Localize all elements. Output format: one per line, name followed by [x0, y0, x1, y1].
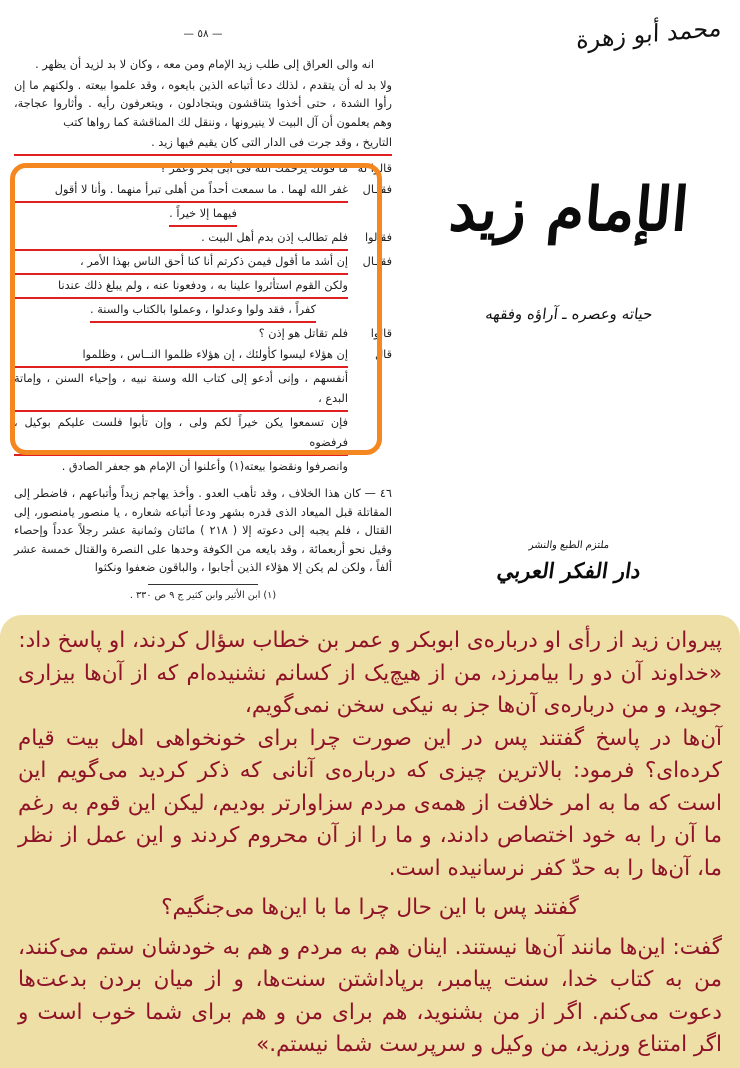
persian-paragraph: «خداوند آن دو را بیامرزد، من از هیچ‌یک از کسانم نشنیده‌ام که از آن‌ها بیزاری جوید، و من درباره‌ی آن‌ها جز به نیکی سخن نمی‌گویم،: [18, 660, 722, 718]
highlighted-dialogue: [14, 159, 392, 477]
dialogue-line: [14, 324, 392, 344]
footnote-divider: [148, 584, 258, 585]
dialogue-body-underlined: ولكن القوم استأثروا علينا به ، ودفعونا عنه ، ولم يبلغ ذلك عندنا: [14, 276, 348, 299]
dialogue-speaker: قال: [374, 347, 392, 361]
dialogue-line: [14, 345, 392, 368]
dialogue-body-underlined: كفراً ، فقد ولوا وعدلوا ، وعملوا بالكتاب والسنة .: [90, 300, 316, 323]
persian-paragraph-question: گفتند پس با این حال چرا ما با این‌ها می‌جنگیم؟: [161, 895, 579, 920]
persian-paragraph: آن‌ها در پاسخ گفتند پس در این صورت چرا برای خونخواهی اهل بیت قیام کرده‌ای؟ فرمود: بالاترین چیزی که درباره‌ی آنانی که ذکر کردید می‌گویم این است که ما به امر خلافت از همه‌ی مردم سزاوارتر بودیم، لیکن این قوم به رغم ما آن را به خود اختصاص دادند، و ما را از آن محروم کردند و این عمل از نظر ما، آن‌ها را به حدّ کفر نرسانیده است.: [18, 725, 722, 881]
footnote: (١) ابن الأثير وابن كثير ج ٩ ص ٣٣٠ .: [129, 589, 277, 601]
dialogue-line: [14, 159, 392, 179]
dialogue-body-underlined: غفر الله لهما . ما سمعت أحداً من أهلى تبرأ منهما . وأنا لا أقول: [14, 180, 348, 203]
dialogue-line: [14, 300, 392, 323]
dialogue-line: [14, 413, 392, 456]
body-paragraph-after-box: ٤٦ — كان هذا الخلاف ، وقد تأهب العدو . وأخذ يهاجم زيداً وأتباعهم ، فاضطر إلى المقاتلة قبل الميعاد الذى قدره بشهر ودعا أتباعه شعاره ، يا منصور يامنصور، إلى القتال ، فلم يجبه إلى دعوته إلا ( ٢١٨ ) مائتان وثمانية عشر رجلاً عدداً وإحصاء وقيل نحو أربعمائة ، وقد بايعه من الكوفة وحدها على النصرة والقتال خمسة عشر ألفاً ، ولكن لم يكن إلا هؤلاء الذين أجابوا ، والباقون ضعفوا ونكثوا: [14, 486, 392, 575]
spacer: [18, 885, 722, 892]
dialogue-line: [14, 369, 392, 412]
book-title: الإمام زيد: [446, 175, 692, 245]
dialogue-body-underlined: فلم تطالب إذن بدم أهل البيت .: [14, 228, 348, 251]
page-number: — ٥٨ —: [183, 28, 223, 40]
persian-translation-panel: [0, 615, 740, 1068]
persian-paragraph: پیروان زید از رأی او درباره‌ی ابوبکر و عمر بن خطاب سؤال کردند، او پاسخ داد:: [18, 628, 722, 653]
publisher-note: ملتزم الطبع والنشر: [528, 540, 610, 551]
dialogue-body: فلم تقاتل هو إذن ؟: [258, 326, 348, 340]
dialogue-body-underlined: فإن تسمعوا يكن خيراً لكم ولى ، وإن تأبوا فلست عليكم بوكيل ، فرفضوه: [14, 413, 348, 456]
dialogue-body: ما قولك يرحمك الله فى أبى بكر وعمر ؟: [159, 161, 348, 175]
dialogue-line: [14, 180, 392, 203]
book-text-column: [14, 28, 392, 608]
author-name-calligraphy: محمد أبو زهرة: [576, 13, 722, 55]
body-paragraph: انه والى العراق إلى طلب زيد الإمام ومن معه ، وكان لا بد لزيد أن يظهر .: [35, 58, 374, 71]
dialogue-body: وانصرفوا ونقضوا بيعته(١) وأعلنوا أن الإمام هو جعفر الصادق .: [61, 459, 348, 473]
body-paragraph-underlined: التاريخ ، وقد جرت فى الدار التى كان يقيم فيها زيد .: [14, 134, 392, 156]
dialogue-body-underlined: أنفسهم ، وإنى أدعو إلى كتاب الله وسنة نبيه ، وإحياء السنن ، وإماتة البدع ،: [14, 369, 348, 412]
dialogue-line: [14, 228, 392, 251]
dialogue-line: [14, 276, 392, 299]
dialogue-speaker: فقــال: [362, 254, 392, 268]
dialogue-body-underlined: إن أشد ما أقول فيمن ذكرتم أنا كنا أحق الناس بهذا الأمر ،: [14, 252, 348, 275]
dialogue-speaker: فقالوا: [365, 230, 392, 244]
dialogue-body-underlined: إن هؤلاء ليسوا كأولئك ، إن هؤلاء ظلموا النــاس ، وظلموا: [14, 345, 348, 368]
dialogue-line: [14, 204, 392, 227]
body-paragraph: ولا بد له أن يتقدم ، لذلك دعا أتباعه الذين بايعوه ، وقد علموا بيعته . ولكنهم ما إن رأوا الشدة ، حتى أخذوا يتناقشون ويتجادلون ، ويتعرفون رأيه . وأثاروا عجاجة، وهم يعلمون أن آل البيت لا ينيرونها ، وننقل لك المناقشة كما رواها كتب: [14, 78, 392, 129]
dialogue-speaker: قالوا له: [357, 161, 392, 175]
dialogue-speaker: فقــال: [362, 182, 392, 196]
dialogue-line: [14, 457, 392, 477]
dialogue-speaker: قالوا: [370, 326, 392, 340]
spacer: [18, 925, 722, 932]
book-subtitle: حياته وعصره ـ آراؤه وفقهه: [484, 305, 654, 323]
dialogue-line: [14, 252, 392, 275]
publisher-name: دار الفكر العربي: [495, 558, 643, 583]
dialogue-body-underlined: فيهما إلا خيراً .: [169, 204, 237, 227]
title-page-artwork: [398, 0, 740, 615]
persian-paragraph: گفت: این‌ها مانند آن‌ها نیستند. اینان هم به مردم و هم به خودشان ستم می‌کنند، من به کتاب خدا، سنت پیامبر، برپاداشتن سنت‌ها، و از میان بردن بدعت‌ها دعوت می‌کنم. اگر از من بشنوید، هم برای من و هم برای شما خوب است و اگر امتناع ورزید، من وکیل و سرپرست شما نیستم.»: [18, 934, 722, 1057]
